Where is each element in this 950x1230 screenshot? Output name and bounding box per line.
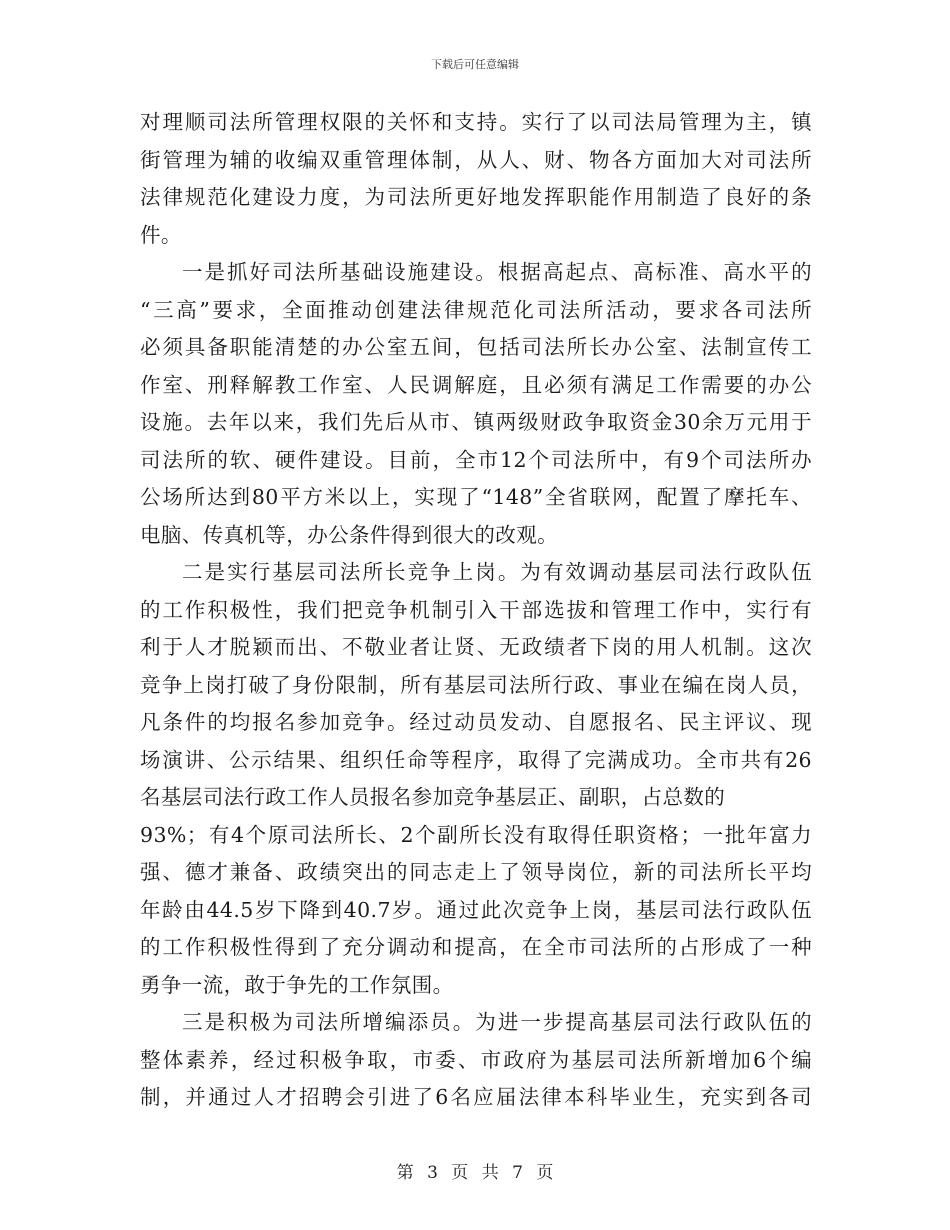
text-line: 必须具备职能清楚的办公室五间，包括司法所长办公室、法制宣传工 <box>140 335 812 359</box>
page-header: 下载后可任意编辑 <box>431 58 519 71</box>
text-line: 的工作积极性得到了充分调动和提高，在全市司法所的占形成了一种 <box>140 935 812 959</box>
text-line: 司法所的软、硬件建设。目前，全市12个司法所中，有9个司法所办 <box>140 447 812 472</box>
text-line: 利于人才脱颖而出、不敬业者让贤、无政绩者下岗的用人机制。这次 <box>140 635 812 659</box>
text-line: 93%；有4个原司法所长、2个副所长没有取得任职资格；一批年富力 <box>140 822 812 847</box>
text-line: 场演讲、公示结果、组织任命等程序，取得了完满成功。全市共有26 <box>140 747 812 772</box>
text-line: 设施。去年以来，我们先后从市、镇两级财政争取资金30余万元用于 <box>140 410 812 434</box>
paragraph-first-line: 三是积极为司法所增编添员。为进一步提高基层司法行政队伍的 <box>182 1010 812 1034</box>
text-line: “三高”要求，全面推动创建法律规范化司法所活动，要求各司法所 <box>140 297 812 322</box>
text-line: 街管理为辅的收编双重管理体制，从人、财、物各方面加大对司法所 <box>140 147 812 172</box>
text-line: 作室、刑释解教工作室、人民调解庭，且必须有满足工作需要的办公 <box>140 372 812 397</box>
document-body <box>140 104 812 1117</box>
text-line: 年龄由44.5岁下降到40.7岁。通过此次竞争上岗，基层司法行政队伍 <box>140 897 812 922</box>
page-footer: 第 3 页 共 7 页 <box>396 1163 554 1183</box>
text-line: 对理顺司法所管理权限的关怀和支持。实行了以司法局管理为主，镇 <box>140 110 812 134</box>
text-line: 勇争一流，敢于争先的工作氛围。 <box>140 972 454 997</box>
paragraph-first-line: 二是实行基层司法所长竞争上岗。为有效调动基层司法行政队伍 <box>182 560 812 584</box>
text-line: 法律规范化建设力度，为司法所更好地发挥职能作用制造了良好的条 <box>140 185 812 209</box>
text-line: 凡条件的均报名参加竞争。经过动员发动、自愿报名、民主评议、现 <box>140 710 812 734</box>
text-line: 强、德才兼备、政绩突出的同志走上了领导岗位，新的司法所长平均 <box>140 860 812 884</box>
text-line: 的工作积极性，我们把竞争机制引入干部选拔和管理工作中，实行有 <box>140 597 812 622</box>
text-line: 制，并通过人才招聘会引进了6名应届法律本科毕业生，充实到各司 <box>140 1085 812 1109</box>
text-line: 电脑、传真机等，办公条件得到很大的改观。 <box>140 522 558 547</box>
text-line: 竞争上岗打破了身份限制，所有基层司法所行政、事业在编在岗人员， <box>140 672 812 697</box>
paragraph-first-line: 一是抓好司法所基础设施建设。根据高起点、高标准、高水平的 <box>182 260 812 284</box>
text-line: 件。 <box>140 222 182 247</box>
text-line: 名基层司法行政工作人员报名参加竞争基层正、副职，占总数的 <box>140 785 726 809</box>
text-line: 整体素养，经过积极争取，市委、市政府为基层司法所新增加6个编 <box>140 1047 812 1072</box>
text-line: 公场所达到80平方米以上，实现了“148”全省联网，配置了摩托车、 <box>140 485 812 509</box>
